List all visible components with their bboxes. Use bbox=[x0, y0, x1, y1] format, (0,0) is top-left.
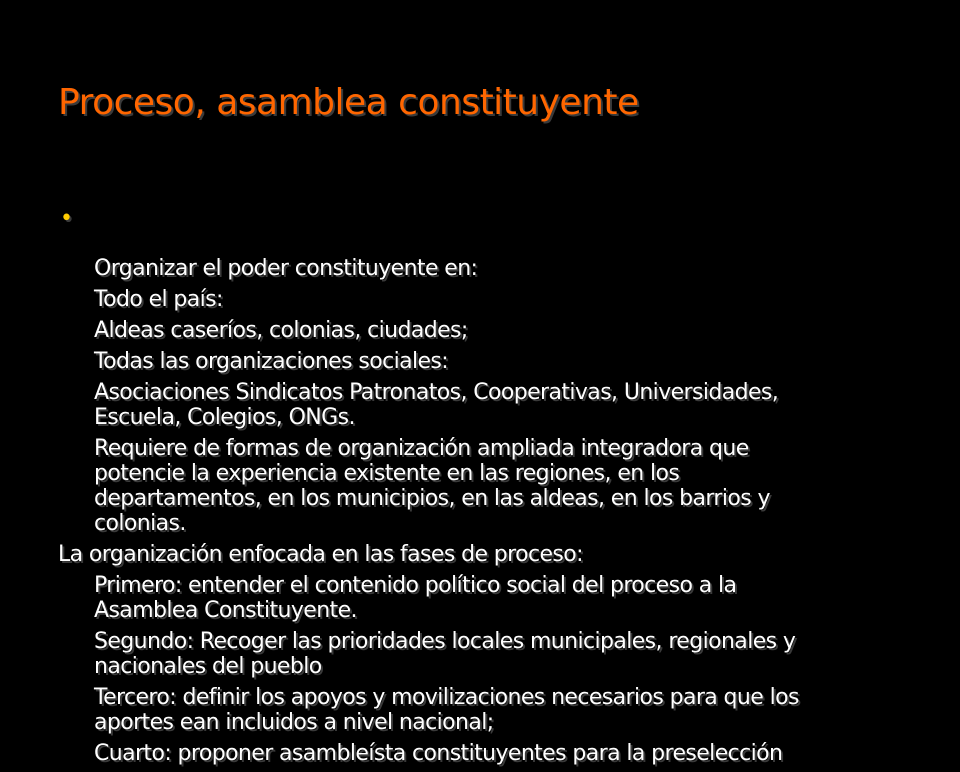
bullet-item bbox=[0, 206, 960, 281]
sub-line-requiere: Requiere de formas de organización ampliada integradora que potencie la experiencia existente en las regiones, en los departamentos, en los municipios, en las aldeas, en los barrios y colonias. bbox=[94, 436, 770, 536]
sub-line-aldeas: Aldeas caseríos, colonias, ciudades; bbox=[94, 318, 468, 343]
sub-line-primero: Primero: entender el contenido político social del proceso a la Asamblea Constituyente. bbox=[94, 573, 737, 623]
section-line-fases: La organización enfocada en las fases de proceso: bbox=[58, 542, 583, 567]
sub-line-segundo: Segundo: Recoger las prioridades locales municipales, regionales y nacionales del pueblo bbox=[94, 629, 796, 679]
bullet-text: Organizar el poder constituyente en: bbox=[94, 256, 478, 281]
sub-line-todo-el-pais: Todo el país: bbox=[94, 287, 223, 312]
bullet-icon: • bbox=[60, 206, 73, 231]
sub-line-cuarto: Cuarto: proponer asambleísta constituyentes para la preselección bbox=[94, 741, 783, 766]
slide-body bbox=[0, 206, 960, 772]
sub-line-organizaciones: Todas las organizaciones sociales: bbox=[94, 349, 449, 374]
slide-title: Proceso, asamblea constituyente bbox=[58, 82, 639, 123]
sub-line-tercero: Tercero: definir los apoyos y movilizaciones necesarios para que los aportes ean incluidos a nivel nacional; bbox=[94, 685, 799, 735]
sub-line-asociaciones: Asociaciones Sindicatos Patronatos, Cooperativas, Universidades, Escuela, Colegios, ONGs. bbox=[94, 380, 779, 430]
